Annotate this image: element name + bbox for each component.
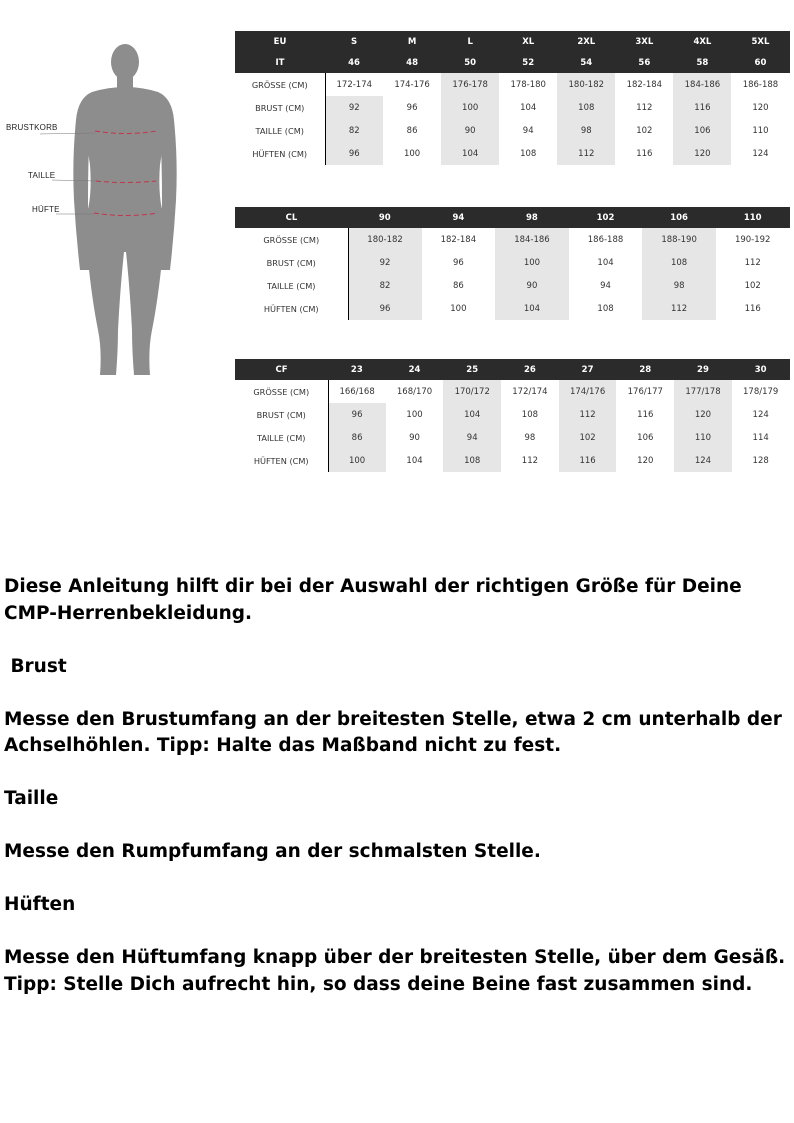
table-cell: 94: [522, 125, 534, 136]
size-table-cl: [235, 207, 790, 320]
table-cell: 188-190: [642, 228, 716, 251]
table-cell: 92: [348, 251, 422, 274]
table-cell: 166/168: [339, 386, 375, 397]
table-row: [235, 119, 790, 142]
table-cell: 172/174: [512, 386, 548, 397]
header-cell: 110: [716, 207, 790, 228]
size-table-eu: [235, 31, 790, 165]
table-cell: 102: [636, 125, 653, 136]
table-cell: 182-184: [626, 79, 663, 90]
table-header-row: [235, 52, 790, 73]
table-cell: 98: [642, 274, 716, 297]
header-cell: 27: [559, 359, 617, 380]
table-cell: 120: [752, 102, 769, 113]
header-cell: CL: [235, 207, 348, 228]
table-cell: 100: [450, 303, 467, 314]
table-cell: 108: [521, 409, 539, 420]
table-cell: 100: [495, 251, 569, 274]
table-cell: 110: [674, 426, 732, 449]
table-cell: 86: [328, 426, 386, 449]
table-cell: 182-184: [440, 234, 477, 245]
header-cell: 58: [673, 52, 731, 73]
table-cell: 120: [674, 403, 732, 426]
table-cell: 96: [406, 102, 418, 113]
table-row: [235, 426, 790, 449]
table-cell: 176/177: [627, 386, 663, 397]
table-cell: 100: [441, 96, 499, 119]
header-cell: EU: [235, 31, 325, 52]
table-cell: 104: [441, 142, 499, 165]
table-cell: 176-178: [441, 73, 499, 96]
header-cell: 25: [443, 359, 501, 380]
taille-heading: Taille: [4, 788, 59, 809]
table-row: [235, 228, 790, 251]
table-row: [235, 96, 790, 119]
table-cell: 104: [495, 297, 569, 320]
table-cell: 108: [443, 449, 501, 472]
table-cell: 124: [674, 449, 732, 472]
table-cell: 112: [559, 403, 617, 426]
row-label: BRUST (CM): [235, 403, 328, 426]
header-cell: 24: [386, 359, 444, 380]
table-cell: 94: [443, 426, 501, 449]
row-label: TAILLE (CM): [235, 119, 325, 142]
table-cell: 90: [441, 119, 499, 142]
table-row: [235, 449, 790, 472]
hueften-body: Messe den Hüftumfang knapp über der breitesten Stelle, über dem Gesäß. Tipp: Stelle Dich aufrecht hin, so dass deine Beine fast zusammen sind.: [4, 947, 786, 995]
table-cell: 174/176: [559, 380, 617, 403]
intro-text: Diese Anleitung hilft dir bei der Auswahl der richtigen Größe für Deine CMP-Herrenbekleidung.: [4, 576, 742, 624]
header-cell: 26: [501, 359, 559, 380]
label-brustkorb: BRUSTKORB: [6, 123, 58, 132]
row-label: GRÖSSE (CM): [235, 73, 325, 96]
table-cell: 106: [637, 432, 654, 443]
table-cell: 92: [325, 96, 383, 119]
table-cell: 184-186: [495, 228, 569, 251]
table-cell: 170/172: [443, 380, 501, 403]
header-cell: 28: [616, 359, 674, 380]
header-cell: 30: [732, 359, 790, 380]
table-cell: 190-192: [734, 234, 771, 245]
table-cell: 180-182: [557, 73, 615, 96]
table-cell: 108: [557, 96, 615, 119]
table-cell: 112: [521, 455, 539, 466]
table-cell: 184-186: [673, 73, 731, 96]
table-cell: 82: [325, 119, 383, 142]
table-cell: 116: [636, 148, 653, 159]
table-cell: 116: [673, 96, 731, 119]
header-cell: 54: [557, 52, 615, 73]
table-cell: 90: [495, 274, 569, 297]
table-header-row: [235, 31, 790, 52]
table-cell: 174-176: [394, 79, 430, 90]
row-label: GRÖSSE (CM): [235, 228, 348, 251]
body-figure: [0, 30, 230, 390]
table-cell: 96: [348, 297, 422, 320]
header-cell: 56: [615, 52, 673, 73]
table-cell: 96: [452, 257, 464, 268]
header-cell: 60: [731, 52, 789, 73]
table-row: [235, 403, 790, 426]
table-row: [235, 274, 790, 297]
table-cell: 106: [673, 119, 731, 142]
header-cell: S: [325, 31, 383, 52]
table-cell: 112: [636, 102, 653, 113]
header-cell: 52: [499, 52, 557, 73]
table-cell: 104: [443, 403, 501, 426]
table-cell: 186-188: [742, 79, 779, 90]
row-label: TAILLE (CM): [235, 274, 348, 297]
header-cell: 29: [674, 359, 732, 380]
table-cell: 108: [520, 148, 537, 159]
header-cell: 98: [495, 207, 569, 228]
instructions: [4, 574, 790, 1025]
table-cell: 112: [557, 142, 615, 165]
row-label: HÜFTEN (CM): [235, 297, 348, 320]
table-cell: 186-188: [587, 234, 624, 245]
header-cell: L: [441, 31, 499, 52]
table-cell: 98: [557, 119, 615, 142]
header-cell: XL: [499, 31, 557, 52]
taille-body: Messe den Rumpfumfang an der schmalsten Stelle.: [4, 841, 541, 862]
table-cell: 128: [752, 455, 769, 466]
header-cell: 94: [422, 207, 496, 228]
table-cell: 120: [673, 142, 731, 165]
table-cell: 112: [744, 257, 761, 268]
table-cell: 102: [744, 280, 761, 291]
header-cell: CF: [235, 359, 328, 380]
table-cell: 114: [752, 432, 769, 443]
table-cell: 104: [520, 102, 537, 113]
table-row: [235, 251, 790, 274]
table-cell: 96: [325, 142, 383, 165]
table-row: [235, 380, 790, 403]
hueften-heading: Hüften: [4, 894, 76, 915]
table-cell: 98: [524, 432, 536, 443]
table-cell: 100: [406, 409, 423, 420]
table-cell: 180-182: [348, 228, 422, 251]
header-cell: M: [383, 31, 441, 52]
header-cell: 46: [325, 52, 383, 73]
table-cell: 86: [406, 125, 418, 136]
table-cell: 100: [403, 148, 421, 159]
table-cell: 94: [600, 280, 611, 291]
table-row: [235, 142, 790, 165]
table-cell: 108: [642, 251, 716, 274]
header-cell: 2XL: [557, 31, 615, 52]
table-cell: 96: [328, 403, 386, 426]
table-row: [235, 73, 790, 96]
table-cell: 104: [406, 455, 423, 466]
table-cell: 178/179: [743, 386, 779, 397]
table-cell: 120: [637, 455, 654, 466]
header-cell: 50: [441, 52, 499, 73]
table-cell: 104: [597, 257, 614, 268]
table-cell: 82: [348, 274, 422, 297]
table-header-row: [235, 359, 790, 380]
row-label: HÜFTEN (CM): [235, 142, 325, 165]
header-cell: 106: [642, 207, 716, 228]
table-cell: 124: [752, 148, 769, 159]
table-row: [235, 297, 790, 320]
table-cell: 168/170: [396, 386, 433, 397]
table-cell: 112: [642, 297, 716, 320]
table-cell: 100: [328, 449, 386, 472]
table-cell: 172-174: [336, 79, 373, 90]
brust-body: Messe den Brustumfang an der breitesten Stelle, etwa 2 cm unterhalb der Achselhöhlen. Tipp: Halte das Maßband nicht zu fest.: [4, 708, 782, 756]
row-label: BRUST (CM): [235, 96, 325, 119]
row-label: GRÖSSE (CM): [235, 380, 328, 403]
table-cell: 116: [559, 449, 617, 472]
row-label: BRUST (CM): [235, 251, 348, 274]
brust-heading: Brust: [4, 655, 67, 677]
header-cell: 102: [569, 207, 643, 228]
table-cell: 86: [452, 280, 464, 291]
header-cell: 48: [383, 52, 441, 73]
table-cell: 178-180: [510, 79, 546, 90]
header-cell: 4XL: [673, 31, 731, 52]
row-label: HÜFTEN (CM): [235, 449, 328, 472]
table-header-row: [235, 207, 790, 228]
row-label: TAILLE (CM): [235, 426, 328, 449]
header-cell: 90: [348, 207, 422, 228]
header-cell: 23: [328, 359, 386, 380]
table-cell: 90: [409, 432, 420, 443]
header-cell: 5XL: [731, 31, 789, 52]
header-cell: 3XL: [615, 31, 673, 52]
size-table-cf: [235, 359, 790, 472]
table-cell: 102: [559, 426, 617, 449]
label-huefte: HÜFTE: [32, 205, 60, 214]
table-cell: 108: [597, 303, 614, 314]
header-cell: IT: [235, 52, 325, 73]
table-cell: 124: [752, 409, 769, 420]
table-cell: 177/178: [674, 380, 732, 403]
table-cell: 110: [752, 125, 769, 136]
table-cell: 116: [637, 409, 654, 420]
label-taille: TAILLE: [28, 171, 56, 180]
table-cell: 116: [744, 303, 761, 314]
